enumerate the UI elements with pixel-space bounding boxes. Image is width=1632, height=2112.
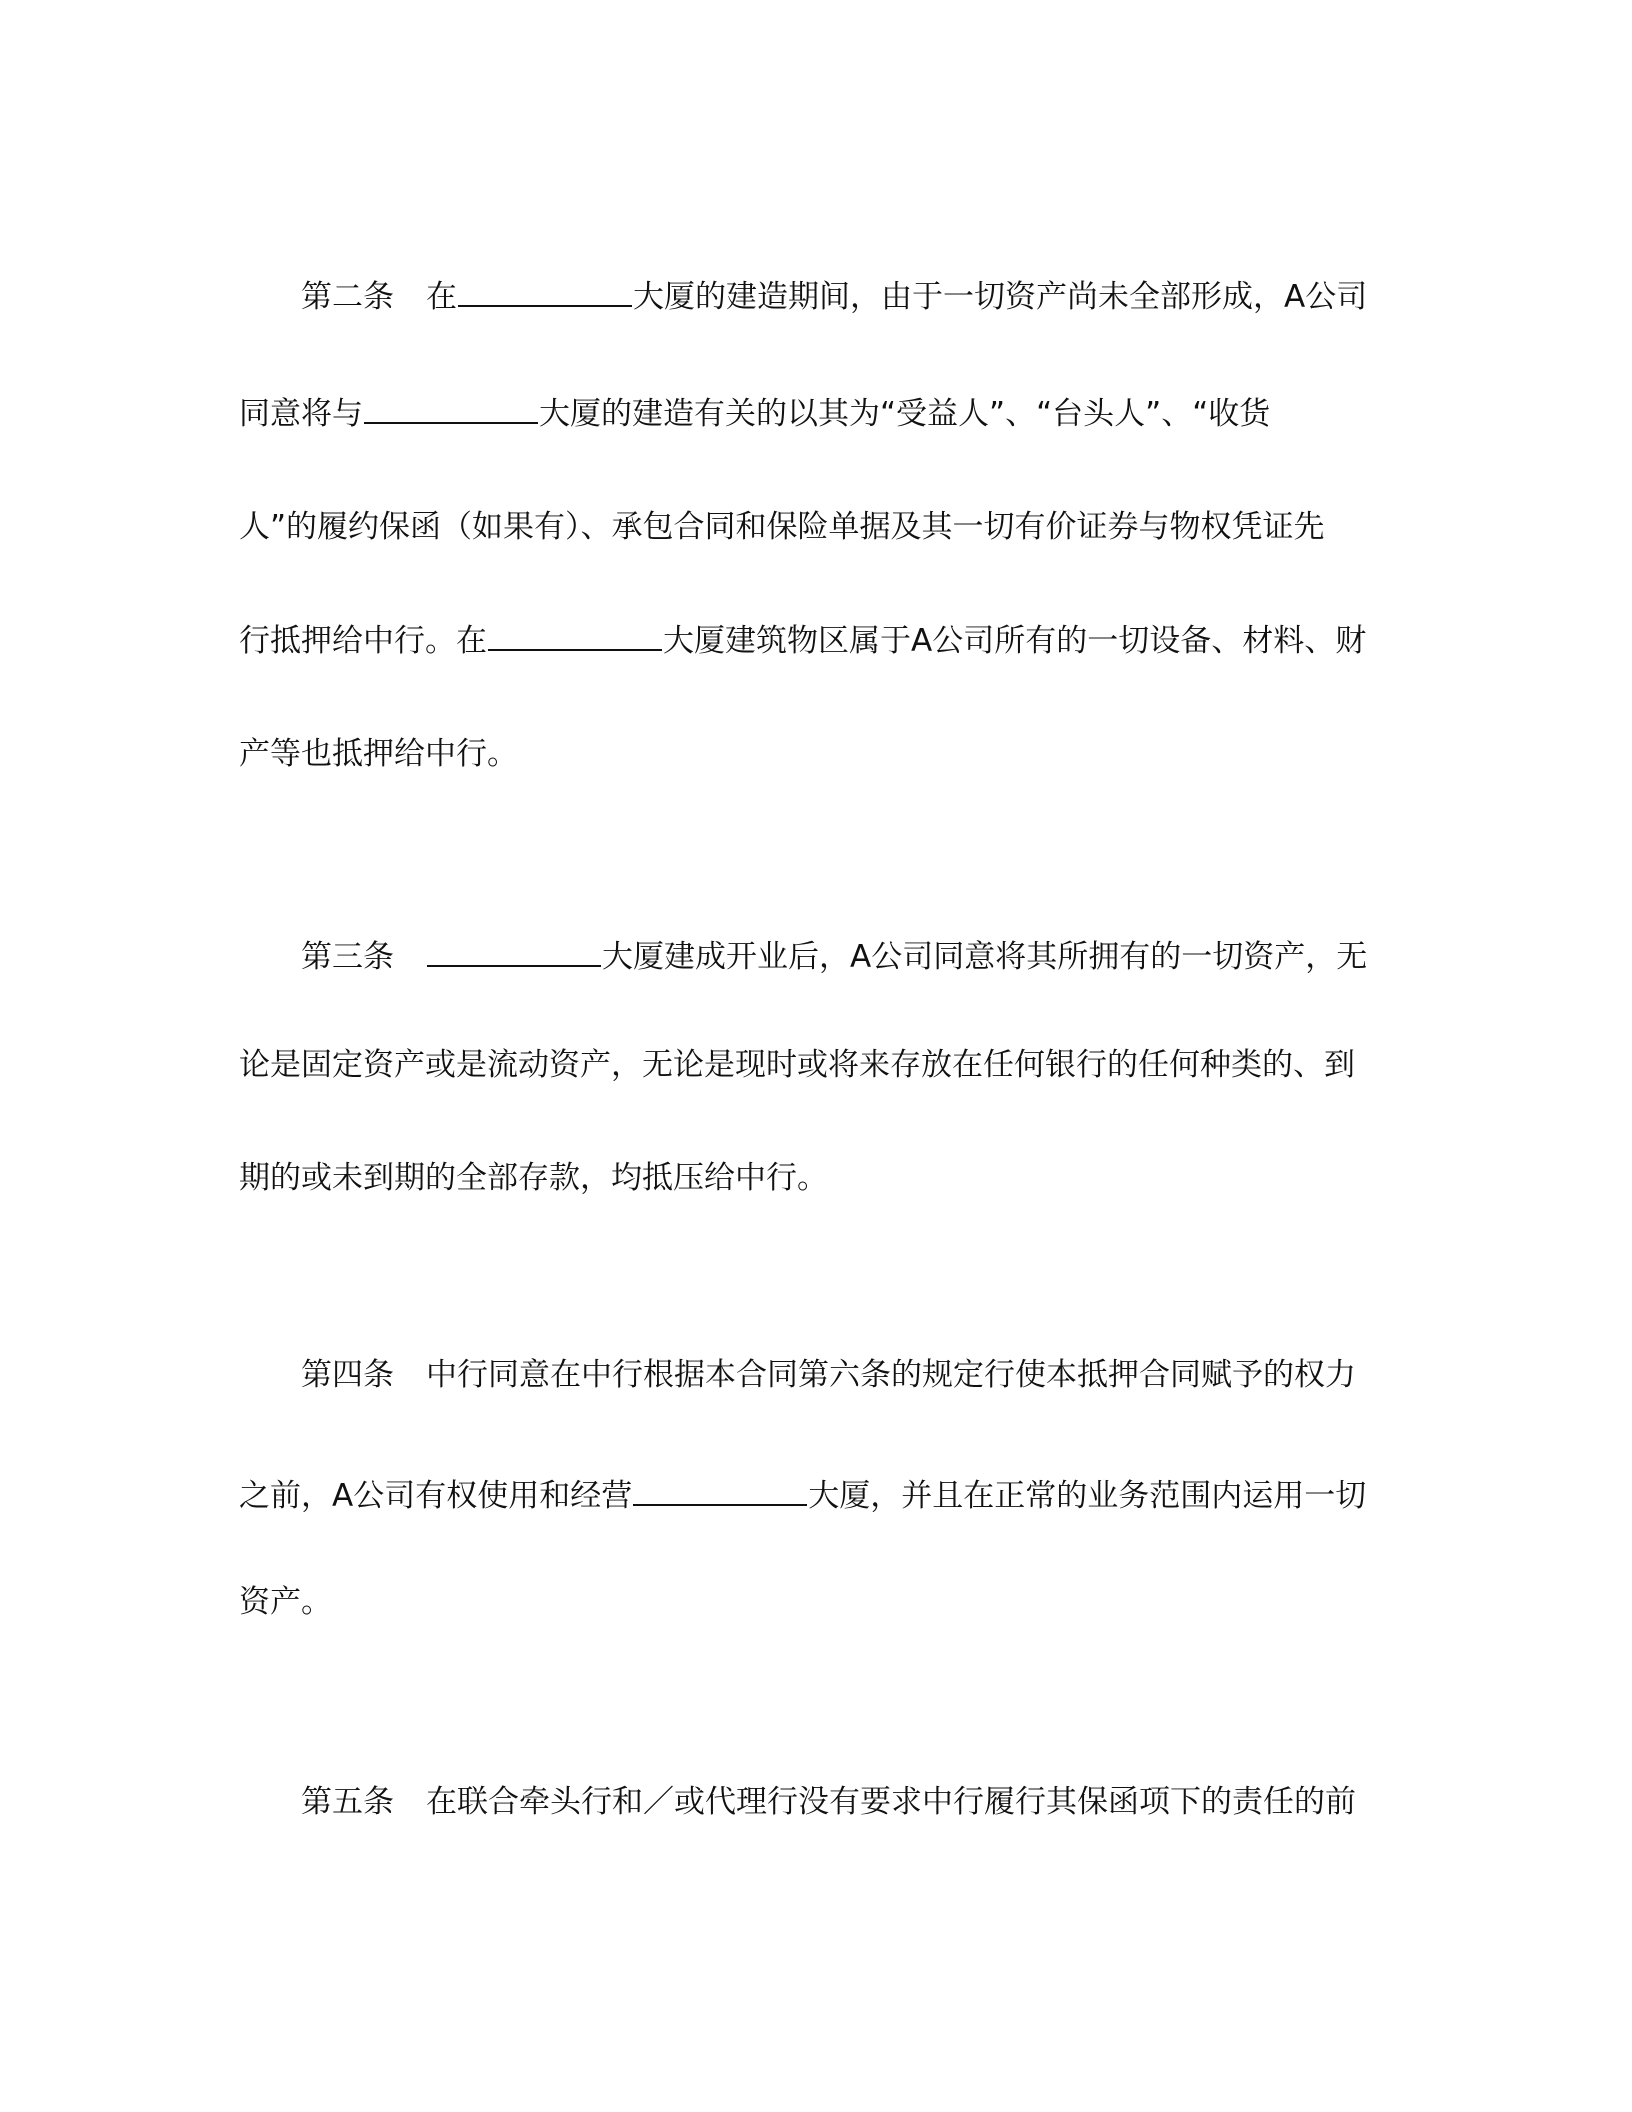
- article-2-text: 大厦的建造期间，由于一切资产尚未全部形成，A公司: [633, 279, 1368, 315]
- article-2-text: 同意将与: [239, 396, 363, 432]
- article-4-heading: 第四条: [301, 1357, 394, 1393]
- article-2-text: 人”的履约保函（如果有）、承包合同和保险单据及其一切有价证券与物权凭证先: [239, 509, 1325, 545]
- fill-in-blank[interactable]: [488, 621, 662, 651]
- article-4-text: 中行同意在中行根据本合同第六条的规定行使本抵押合同赋予的权力: [426, 1357, 1356, 1393]
- article-2-text: 产等也抵押给中行。: [239, 736, 518, 772]
- article-5-text: 在联合牵头行和／或代理行没有要求中行履行其保函项下的责任的前: [426, 1784, 1356, 1820]
- article-4-text: 资产。: [239, 1584, 332, 1620]
- article-2-text: 行抵押给中行。在: [239, 623, 487, 659]
- fill-in-blank[interactable]: [364, 394, 538, 424]
- article-2-text: 在: [426, 279, 457, 315]
- article-4-text: 大厦，并且在正常的业务范围内运用一切: [808, 1478, 1367, 1514]
- article-5-line-1: [301, 1776, 1379, 1828]
- article-2-line-4: [239, 615, 1379, 667]
- article-2-line-5: [239, 728, 1379, 780]
- article-2-line-3: [239, 501, 1379, 553]
- article-3-line-3: [239, 1152, 1379, 1204]
- article-2-line-1: [301, 271, 1379, 323]
- article-3-text: 论是固定资产或是流动资产，无论是现时或将来存放在任何银行的任何种类的、到: [239, 1047, 1355, 1083]
- article-3-heading: 第三条: [301, 939, 394, 975]
- fill-in-blank[interactable]: [458, 277, 632, 307]
- article-2-line-2: [239, 388, 1379, 440]
- article-4-text: 之前，A公司有权使用和经营: [239, 1478, 633, 1514]
- article-2-text: 大厦建筑物区属于A公司所有的一切设备、材料、财: [663, 623, 1367, 659]
- article-4-line-2: [239, 1470, 1379, 1522]
- article-2-text: 大厦的建造有关的以其为“受益人”、“台头人”、“收货: [539, 396, 1271, 432]
- article-3-line-1: [301, 931, 1379, 983]
- article-3-text: 期的或未到期的全部存款，均抵压给中行。: [239, 1160, 828, 1196]
- article-5-heading: 第五条: [301, 1784, 394, 1820]
- article-2-heading: 第二条: [301, 279, 394, 315]
- article-3-line-2: [239, 1039, 1379, 1091]
- article-3-text: 大厦建成开业后，A公司同意将其所拥有的一切资产，无: [602, 939, 1368, 975]
- fill-in-blank[interactable]: [633, 1476, 807, 1506]
- article-4-line-3: [239, 1576, 1379, 1628]
- article-4-line-1: [301, 1349, 1379, 1401]
- fill-in-blank[interactable]: [427, 937, 601, 967]
